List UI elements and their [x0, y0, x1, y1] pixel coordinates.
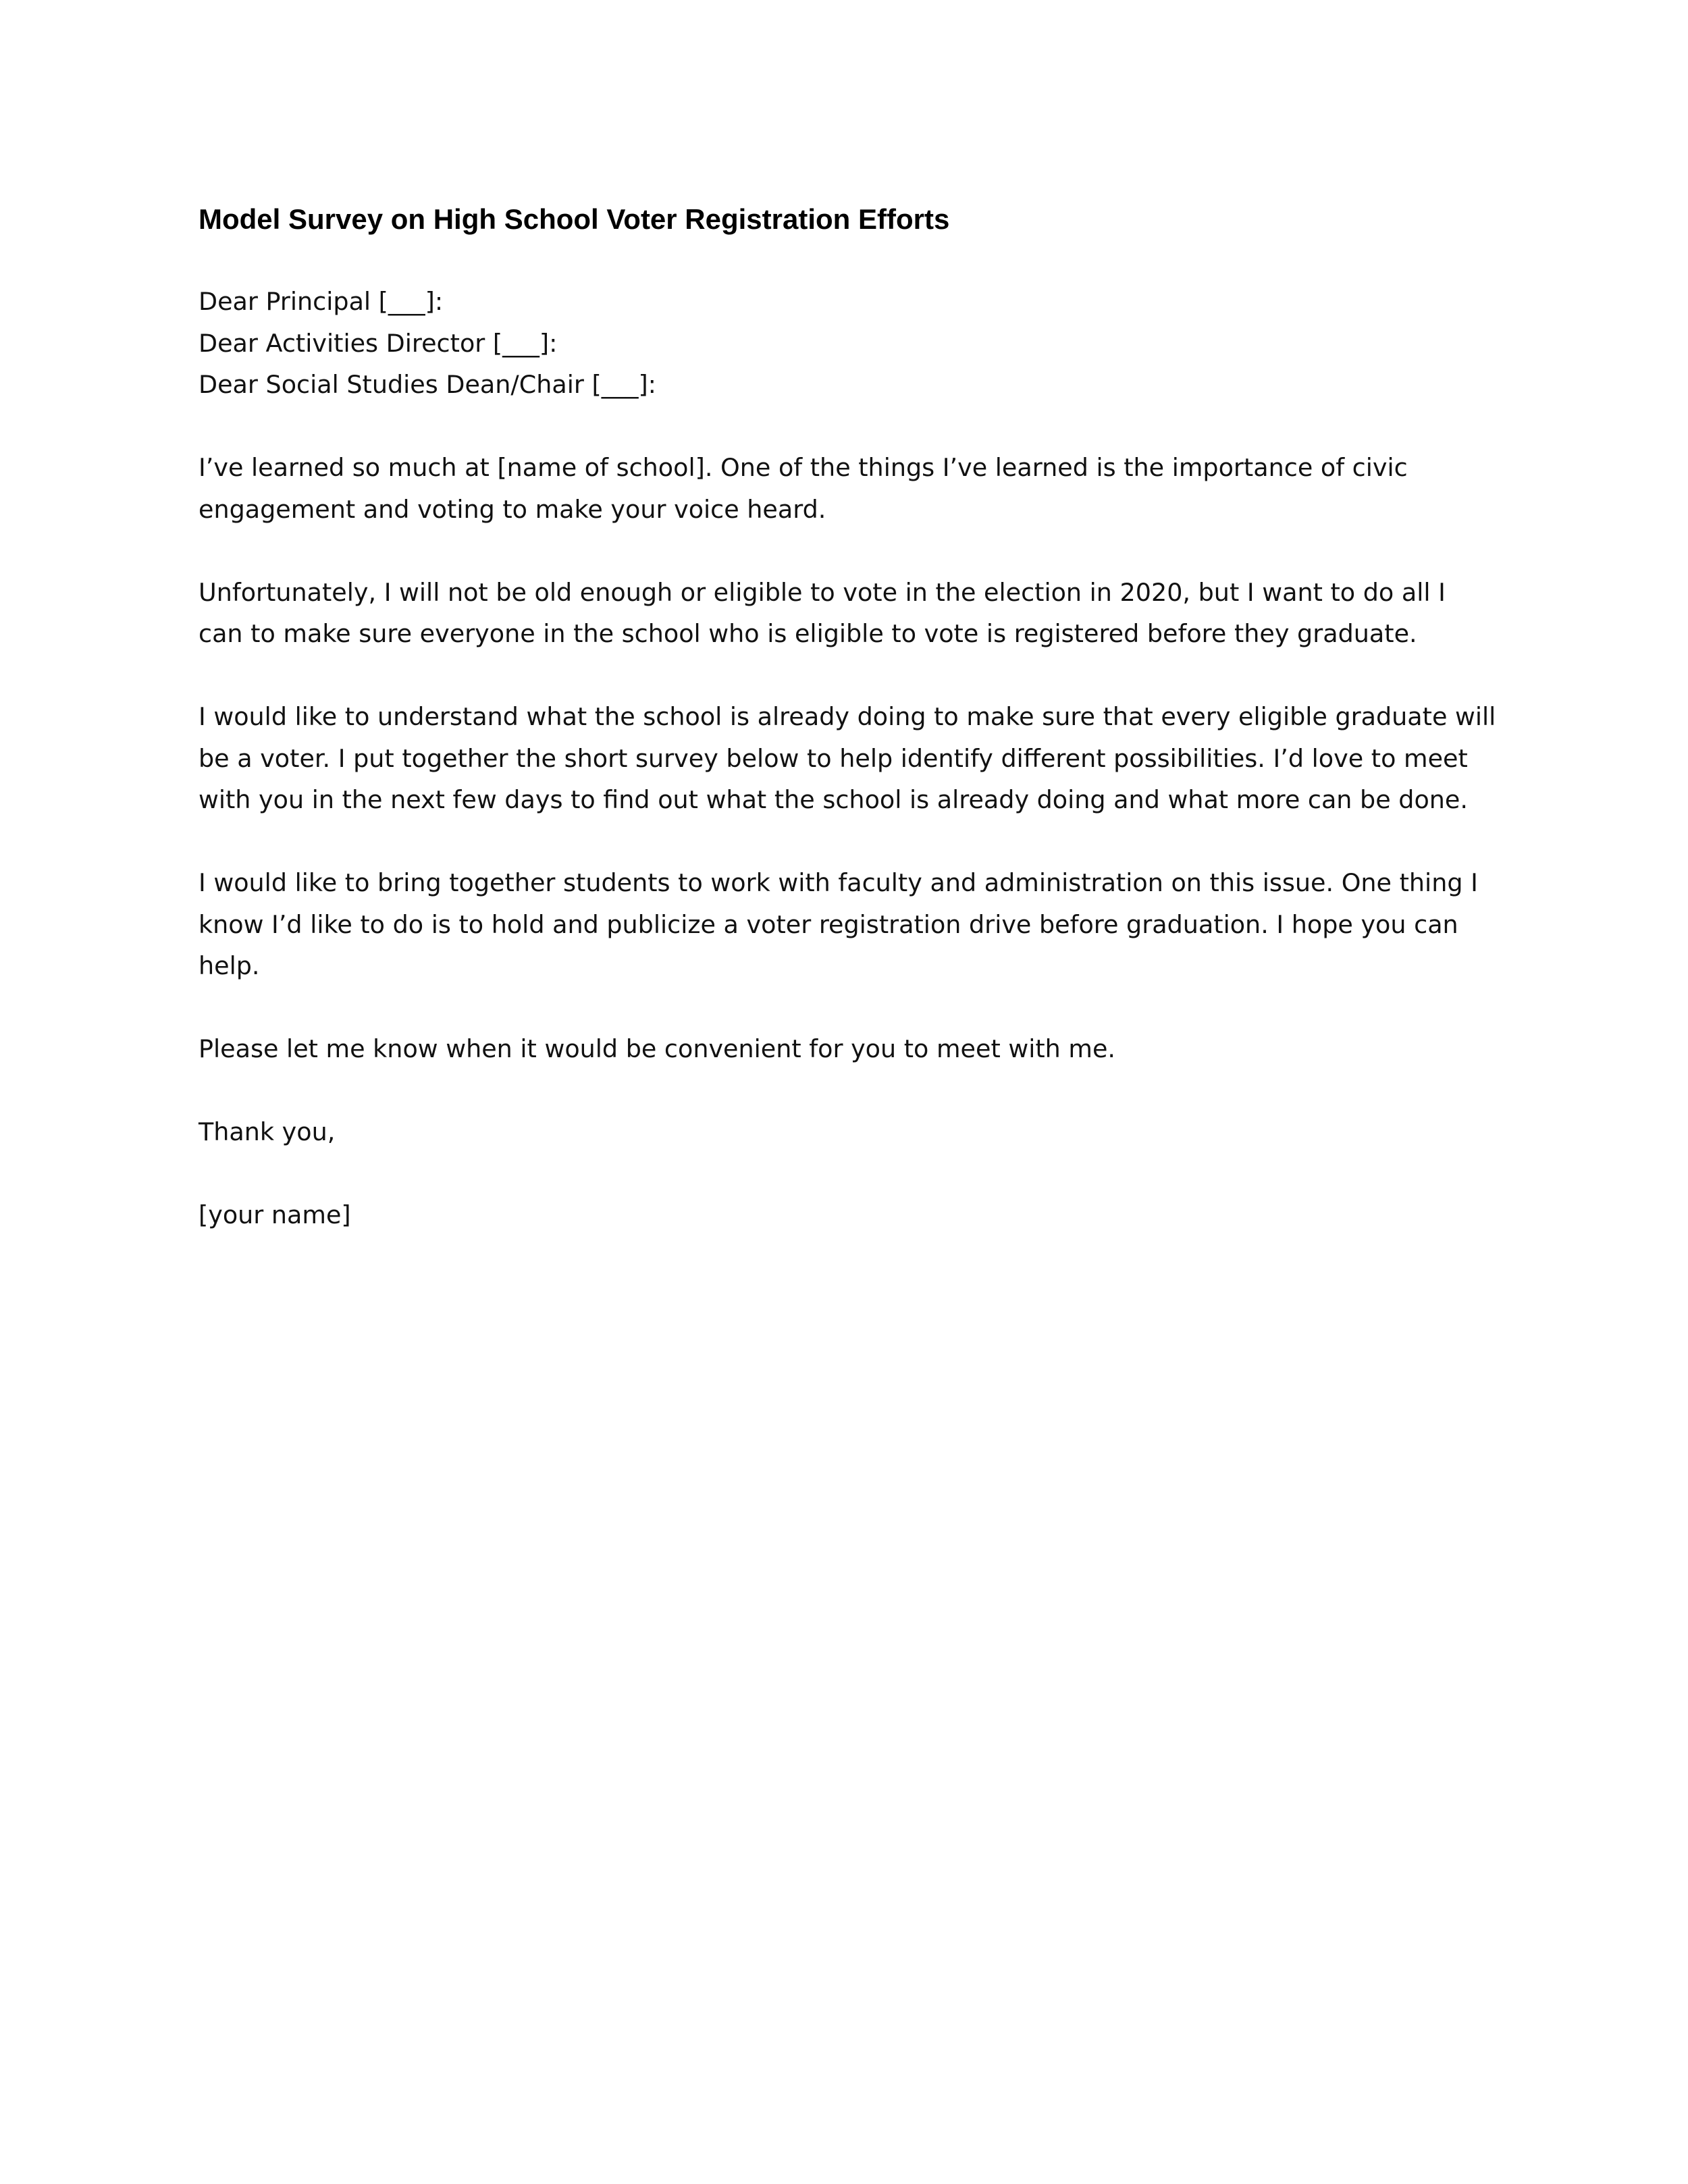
- paragraph-line: be a voter. I put together the short survey below to help identify different possibilities. I’d love to meet: [199, 743, 1468, 773]
- letter-content: [199, 199, 1515, 1236]
- closing: Thank you,: [199, 1117, 336, 1146]
- salutation-social-studies-chair: Dear Social Studies Dean/Chair [___]:: [199, 370, 656, 399]
- document-title: Model Survey on High School Voter Registration Efforts: [199, 203, 950, 235]
- paragraph-line: Please let me know when it would be convenient for you to meet with me.: [199, 1034, 1116, 1063]
- paragraph-eligibility: [199, 572, 1515, 655]
- paragraph-line: help.: [199, 951, 260, 980]
- paragraph-line: can to make sure everyone in the school who is eligible to vote is registered before they graduate.: [199, 619, 1417, 648]
- paragraph-line: with you in the next few days to find out what the school is already doing and what more can be done.: [199, 785, 1468, 814]
- salutation-block: [199, 281, 1515, 406]
- paragraph-survey-intro: [199, 696, 1515, 821]
- paragraph-line: I would like to understand what the school is already doing to make sure that every eligible graduate will: [199, 702, 1496, 731]
- paragraph-meeting-request: [199, 1028, 1515, 1070]
- salutation-principal: Dear Principal [___]:: [199, 287, 444, 316]
- paragraph-line: I would like to bring together students to work with faculty and administration on this issue. One thing I: [199, 868, 1478, 897]
- paragraph-registration-drive: [199, 862, 1515, 987]
- paragraph-line: I’ve learned so much at [name of school]. One of the things I’ve learned is the importance of civic: [199, 453, 1408, 482]
- signature-placeholder: [your name]: [199, 1200, 351, 1229]
- paragraph-line: engagement and voting to make your voice heard.: [199, 494, 826, 524]
- paragraph-civic-engagement: [199, 447, 1515, 530]
- salutation-activities-director: Dear Activities Director [___]:: [199, 328, 558, 358]
- paragraph-line: know I’d like to do is to hold and publicize a voter registration drive before graduation. I hope you can: [199, 909, 1458, 939]
- paragraph-line: Unfortunately, I will not be old enough or eligible to vote in the election in 2020, but I want to do all I: [199, 577, 1446, 607]
